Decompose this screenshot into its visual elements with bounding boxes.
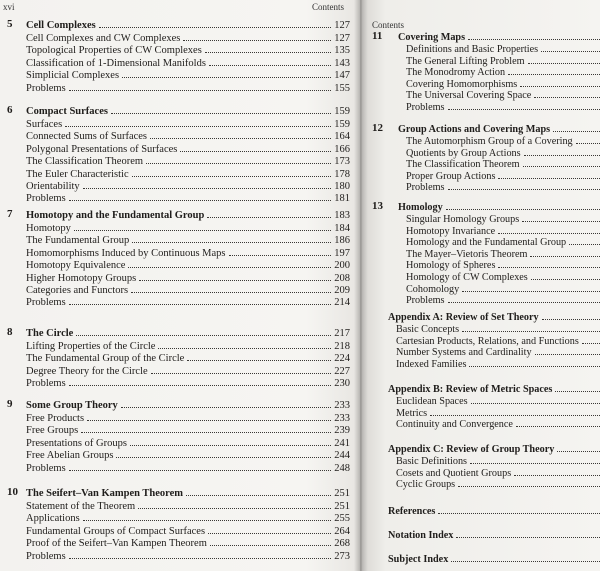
section-entry-leader — [229, 255, 332, 256]
chapter-entry-leader — [99, 27, 332, 28]
section-entry-leader — [458, 486, 600, 487]
section-entry-leader — [535, 354, 600, 355]
section-entry — [26, 511, 350, 524]
chapter-entry-title: Appendix A: Review of Set Theory — [388, 312, 539, 323]
section-entry — [26, 283, 350, 296]
section-entry — [406, 180, 600, 193]
section-entry-leader — [534, 97, 600, 98]
section-entry-title: Presentations of Groups — [26, 437, 127, 449]
section-entry-title: Orientability — [26, 181, 80, 192]
section-entry-page: 178 — [334, 168, 350, 180]
chapter-entry-leader — [121, 407, 331, 408]
chapter-entry-leader — [553, 131, 600, 132]
chapter-entry-leader — [542, 319, 600, 320]
section-entry-leader — [469, 366, 600, 367]
section-entry-page: 166 — [334, 143, 350, 155]
chapter-entry-leader — [111, 113, 331, 114]
section-entry-title: Euclidean Spaces — [396, 396, 468, 407]
chapter-entry-leader — [207, 217, 331, 218]
section-entry — [396, 357, 600, 370]
section-entry-leader — [150, 138, 331, 139]
section-entry — [26, 129, 350, 142]
section-entry-title: Cohomology — [406, 283, 460, 295]
chapter-entry-title: Appendix C: Review of Group Theory — [388, 444, 555, 455]
section-entry-leader — [508, 74, 600, 75]
section-entry — [26, 411, 350, 424]
chapter-entry-page: 251 — [334, 488, 350, 499]
section-entry-page: 227 — [334, 365, 350, 377]
section-entry-page: 181 — [334, 193, 350, 205]
section-entry — [26, 461, 350, 474]
section-entry-title: The Mayer–Vietoris Theorem — [406, 248, 528, 260]
chapter-entry — [388, 552, 600, 565]
section-entry-page: 241 — [334, 437, 350, 449]
roman-page-number: xvi — [3, 2, 15, 12]
section-entry-leader — [470, 463, 600, 464]
section-entry-leader — [514, 475, 600, 476]
chapter-entry-leader — [451, 561, 600, 562]
chapter-entry-title: Homotopy and the Fundamental Group — [26, 210, 205, 221]
section-entry-title: Homology of CW Complexes — [406, 272, 528, 283]
section-entry-title: Number Systems and Cardinality — [396, 347, 532, 359]
section-entry-leader — [139, 280, 331, 281]
section-entry-title: Definitions and Basic Properties — [406, 44, 539, 55]
section-entry-title: The Classification Theorem — [406, 159, 520, 171]
section-entry — [26, 246, 350, 259]
section-entry-leader — [69, 385, 332, 386]
section-entry-page: 268 — [334, 538, 350, 550]
section-entry-leader — [69, 558, 332, 559]
section-entry-page: 209 — [334, 285, 350, 296]
section-entry-title: The Universal Covering Space — [406, 90, 532, 102]
chapter-number: 7 — [7, 208, 13, 220]
chapter-entry-title: The Circle — [26, 328, 74, 339]
section-entry-title: Problems — [26, 297, 66, 309]
section-entry-title: Problems — [26, 550, 66, 562]
section-entry — [26, 154, 350, 167]
section-entry-leader — [498, 178, 600, 179]
section-entry-leader — [87, 420, 331, 421]
section-entry-page: 218 — [334, 341, 350, 352]
section-entry-leader — [69, 304, 332, 305]
section-entry-leader — [448, 302, 600, 303]
chapter-entry-leader — [456, 537, 600, 538]
section-entry-title: Basic Definitions — [396, 456, 468, 467]
chapter-entry-leader — [555, 391, 600, 392]
section-entry-page: 127 — [334, 33, 350, 44]
section-entry-title: Free Abelian Groups — [26, 450, 114, 462]
section-entry-title: The Monodromy Action — [406, 67, 506, 79]
section-entry-leader — [462, 331, 600, 332]
section-entry — [26, 117, 350, 130]
chapter-entry-page: 127 — [334, 20, 350, 31]
section-entry-leader — [448, 189, 600, 190]
section-entry-leader — [516, 426, 600, 427]
section-entry-title: The Fundamental Group of the Circle — [26, 353, 185, 365]
chapter-entry-leader — [76, 335, 331, 336]
section-entry-title: Quotients by Group Actions — [406, 147, 521, 159]
chapter-number: 9 — [7, 398, 13, 410]
section-entry-title: Classification of 1-Dimensional Manifolds — [26, 57, 206, 69]
section-entry-title: Homology and the Fundamental Group — [406, 237, 567, 249]
section-entry — [26, 364, 350, 377]
section-entry-page: 164 — [334, 131, 350, 143]
section-entry-leader — [132, 176, 332, 177]
section-entry-leader — [151, 373, 332, 374]
section-entry-title: Cyclic Groups — [396, 479, 456, 491]
section-entry-leader — [65, 126, 331, 127]
chapter-entry-page: 217 — [334, 328, 350, 339]
chapter-entry-title: Subject Index — [388, 554, 449, 565]
chapter-entry-leader — [186, 495, 331, 496]
section-entry-title: The Fundamental Group — [26, 235, 130, 247]
section-entry — [26, 499, 350, 512]
section-entry-title: Degree Theory for the Circle — [26, 365, 148, 377]
section-entry-page: 197 — [334, 247, 350, 259]
chapter-entry — [26, 326, 350, 339]
section-entry-leader — [448, 109, 600, 110]
section-entry-title: The General Lifting Problem — [406, 55, 525, 67]
section-entry-leader — [498, 233, 600, 234]
chapter-entry-title: Group Actions and Covering Maps — [398, 124, 551, 135]
section-entry-title: Homotopy Invariance — [406, 225, 496, 237]
section-entry-leader — [210, 545, 331, 546]
section-entry-leader — [69, 470, 332, 471]
section-entry-title: Free Products — [26, 413, 85, 424]
section-entry — [26, 271, 350, 284]
section-entry — [26, 81, 350, 94]
chapter-entry-title: Cell Complexes — [26, 20, 96, 31]
chapter-entry-leader — [446, 209, 600, 210]
chapter-entry-leader — [557, 451, 600, 452]
section-entry — [26, 295, 350, 308]
section-entry-page: 214 — [334, 297, 350, 309]
section-entry-title: Proper Group Actions — [406, 170, 496, 182]
section-entry-leader — [208, 533, 331, 534]
section-entry-title: Connected Sums of Surfaces — [26, 131, 148, 143]
section-entry-leader — [209, 65, 331, 66]
section-entry-title: Problems — [26, 193, 66, 205]
section-entry-title: Surfaces — [26, 119, 63, 130]
section-entry — [26, 376, 350, 389]
section-entry-title: Polygonal Presentations of Surfaces — [26, 143, 178, 155]
section-entry-leader — [531, 279, 600, 280]
section-entry-leader — [530, 256, 600, 257]
section-entry-leader — [183, 40, 331, 41]
chapter-number: 11 — [372, 30, 383, 42]
section-entry-leader — [205, 52, 331, 53]
section-entry-leader — [158, 348, 331, 349]
section-entry-page: 135 — [334, 45, 350, 57]
section-entry — [26, 142, 350, 155]
section-entry-title: Indexed Families — [396, 358, 467, 370]
section-entry-page: 143 — [334, 57, 350, 69]
section-entry-title: Simplicial Complexes — [26, 70, 120, 82]
section-entry-page: 184 — [334, 223, 350, 234]
chapter-entry-leader — [468, 39, 600, 40]
section-entry-page: 147 — [334, 70, 350, 82]
section-entry-page: 244 — [334, 450, 350, 462]
section-entry-title: Cartesian Products, Relations, and Functions — [396, 335, 579, 347]
chapter-entry-title: The Seifert–Van Kampen Theorem — [26, 488, 184, 499]
section-entry-leader — [187, 360, 331, 361]
section-entry-page: 155 — [334, 82, 350, 94]
section-entry-title: Singular Homology Groups — [406, 214, 520, 225]
section-entry-page: 208 — [334, 272, 350, 284]
section-entry — [26, 221, 350, 234]
section-entry-page: 248 — [334, 462, 350, 474]
section-entry-leader — [116, 457, 331, 458]
section-entry-title: Metrics — [396, 407, 428, 419]
chapter-entry — [388, 528, 600, 541]
section-entry-leader — [541, 51, 600, 52]
section-entry-title: Free Groups — [26, 425, 79, 437]
section-entry-title: Categories and Functors — [26, 285, 129, 296]
section-entry-title: Homomorphisms Induced by Continuous Maps — [26, 247, 226, 259]
section-entry — [26, 68, 350, 81]
section-entry-leader — [138, 508, 331, 509]
book-gutter — [354, 0, 368, 571]
section-entry-page: 273 — [334, 550, 350, 562]
section-entry-page: 264 — [334, 525, 350, 537]
section-entry-leader — [569, 244, 600, 245]
section-entry-page: 200 — [334, 260, 350, 272]
chapter-entry-title: Notation Index — [388, 530, 454, 541]
section-entry-title: Problems — [26, 378, 66, 390]
section-entry-leader — [528, 63, 600, 64]
section-entry-page: 159 — [334, 119, 350, 130]
section-entry-title: Homology of Spheres — [406, 260, 496, 272]
section-entry-page: 255 — [334, 513, 350, 525]
section-entry — [26, 436, 350, 449]
chapter-entry — [26, 104, 350, 117]
section-entry-leader — [430, 415, 600, 416]
section-entry-page: 186 — [334, 235, 350, 247]
section-entry — [26, 351, 350, 364]
section-entry-leader — [132, 242, 331, 243]
section-entry — [26, 339, 350, 352]
section-entry — [26, 549, 350, 562]
section-entry — [26, 43, 350, 56]
section-entry-leader — [69, 200, 332, 201]
section-entry-title: Problems — [406, 102, 445, 113]
section-entry-title: Homotopy Equivalence — [26, 260, 126, 272]
section-entry-title: Problems — [406, 182, 445, 194]
section-entry-page: 251 — [334, 501, 350, 512]
section-entry-page: 180 — [334, 181, 350, 192]
section-entry-leader — [522, 221, 600, 222]
section-entry-leader — [582, 343, 600, 344]
section-entry-leader — [69, 90, 332, 91]
chapter-entry-title: Homology — [398, 202, 443, 213]
running-head-right: Contents — [372, 20, 405, 30]
section-entry-leader — [523, 166, 600, 167]
section-entry — [26, 524, 350, 537]
section-entry-leader — [576, 143, 600, 144]
chapter-number: 12 — [372, 122, 383, 134]
section-entry — [406, 100, 600, 113]
section-entry-title: Lifting Properties of the Circle — [26, 341, 156, 352]
chapter-number: 8 — [7, 326, 13, 338]
section-entry-leader — [498, 267, 600, 268]
section-entry-page: 239 — [334, 425, 350, 437]
section-entry — [26, 179, 350, 192]
section-entry-title: Problems — [26, 462, 66, 474]
section-entry-leader — [81, 432, 331, 433]
section-entry-leader — [146, 163, 331, 164]
section-entry-leader — [128, 267, 331, 268]
section-entry-title: Continuity and Convergence — [396, 419, 513, 431]
chapter-entry — [26, 398, 350, 411]
chapter-entry-page: 183 — [334, 210, 350, 221]
section-entry — [26, 536, 350, 549]
section-entry — [26, 167, 350, 180]
section-entry-page: 173 — [334, 156, 350, 168]
section-entry-leader — [74, 230, 331, 231]
section-entry-leader — [130, 445, 331, 446]
section-entry — [26, 56, 350, 69]
chapter-entry-title: Covering Maps — [398, 32, 466, 43]
section-entry-page: 233 — [334, 413, 350, 424]
chapter-entry — [26, 18, 350, 31]
section-entry-leader — [122, 77, 331, 78]
chapter-number: 10 — [7, 486, 18, 498]
section-entry-title: Homotopy — [26, 223, 71, 234]
section-entry-title: Problems — [406, 295, 445, 307]
chapter-number: 6 — [7, 104, 13, 116]
section-entry — [26, 233, 350, 246]
section-entry-leader — [524, 155, 600, 156]
section-entry-title: Fundamental Groups of Compact Surfaces — [26, 525, 206, 537]
right-page — [362, 0, 600, 571]
section-entry-title: Topological Properties of CW Complexes — [26, 45, 202, 57]
section-entry-leader — [83, 520, 332, 521]
section-entry-title: Problems — [26, 82, 66, 94]
chapter-entry-leader — [438, 513, 600, 514]
chapter-entry — [26, 486, 350, 499]
chapter-entry-title: Some Group Theory — [26, 400, 118, 411]
section-entry-title: The Classification Theorem — [26, 156, 144, 168]
section-entry-title: Higher Homotopy Groups — [26, 272, 137, 284]
section-entry-title: Applications — [26, 513, 80, 525]
section-entry-title: The Euler Characteristic — [26, 168, 129, 180]
chapter-number: 5 — [7, 18, 13, 30]
section-entry-leader — [131, 292, 331, 293]
section-entry-leader — [180, 151, 331, 152]
section-entry-title: Proof of the Seifert–Van Kampen Theorem — [26, 538, 207, 550]
chapter-entry-title: Compact Surfaces — [26, 106, 108, 117]
section-entry-title: Cell Complexes and CW Complexes — [26, 33, 181, 44]
chapter-entry-page: 233 — [334, 400, 350, 411]
section-entry — [26, 423, 350, 436]
section-entry — [26, 31, 350, 44]
section-entry — [406, 293, 600, 306]
section-entry — [26, 448, 350, 461]
section-entry-title: Basic Concepts — [396, 324, 460, 335]
chapter-entry-title: References — [388, 506, 436, 517]
section-entry-title: Cosets and Quotient Groups — [396, 467, 512, 479]
running-head-left: Contents — [312, 2, 345, 12]
chapter-entry-title: Appendix B: Review of Metric Spaces — [388, 384, 553, 395]
chapter-entry — [388, 504, 600, 517]
section-entry — [396, 477, 600, 490]
chapter-entry — [26, 208, 350, 221]
chapter-number: 13 — [372, 200, 383, 212]
section-entry-title: Statement of the Theorem — [26, 501, 136, 512]
section-entry-leader — [462, 291, 600, 292]
section-entry-title: The Automorphism Group of a Covering — [406, 136, 573, 147]
section-entry — [26, 191, 350, 204]
section-entry-leader — [83, 188, 332, 189]
section-entry-title: Covering Homomorphisms — [406, 78, 518, 90]
chapter-entry-page: 159 — [334, 106, 350, 117]
section-entry-page: 224 — [334, 353, 350, 365]
section-entry-leader — [520, 86, 600, 87]
section-entry-leader — [471, 403, 600, 404]
section-entry — [396, 417, 600, 430]
section-entry-page: 230 — [334, 378, 350, 390]
section-entry — [26, 258, 350, 271]
